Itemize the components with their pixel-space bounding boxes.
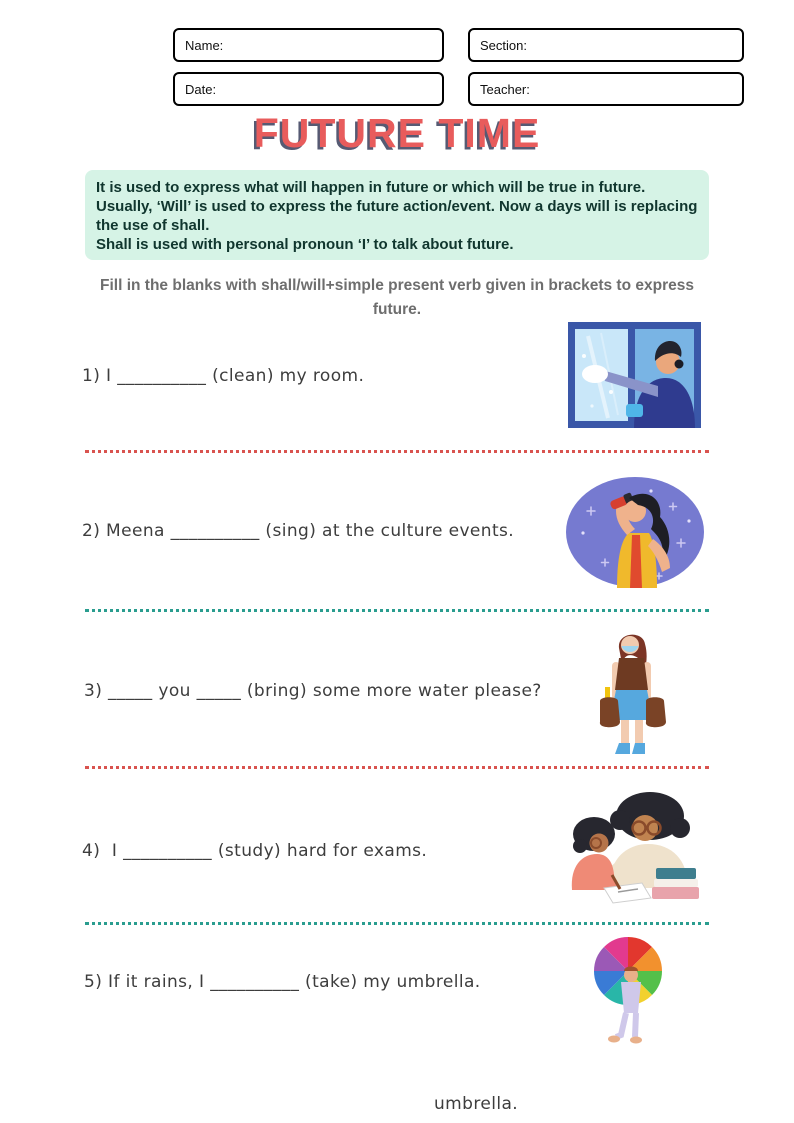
page-title: FUTURE TIME	[253, 110, 541, 156]
mother-child-studying-illustration	[550, 788, 700, 906]
rainbow-umbrella-illustration	[588, 933, 670, 1045]
question-6-overflow-text: umbrella.	[434, 1094, 519, 1114]
definition-paragraph-1: It is used to express what will happen in future or which will be true in future. Usually, ‘Will’ is used to express the future action/event. Now a days will is replacing the use of shall.	[96, 179, 698, 234]
woman-singing-illustration	[565, 477, 705, 588]
definition-paragraph-2: Shall is used with personal pronoun ‘I’ to talk about future.	[96, 236, 514, 253]
dotted-separator-1	[85, 450, 709, 453]
dotted-separator-4	[85, 922, 709, 925]
definition-box	[85, 170, 709, 260]
teacher-field-label: Teacher:	[480, 81, 530, 97]
dotted-separator-3	[85, 766, 709, 769]
section-field-label: Section:	[480, 37, 527, 53]
name-field[interactable]	[173, 28, 444, 62]
question-4-text: 4) I __________ (study) hard for exams.	[82, 841, 428, 861]
name-field-label: Name:	[185, 37, 224, 53]
exercise-instructions: Fill in the blanks with shall/will+simple present verb given in brackets to express future.	[100, 277, 694, 318]
question-3-text: 3) _____ you _____ (bring) some more water please?	[84, 681, 542, 701]
teacher-field[interactable]	[468, 72, 744, 106]
woman-with-bags-illustration	[593, 628, 671, 756]
date-field-label: Date:	[185, 81, 217, 97]
question-2-text: 2) Meena __________ (sing) at the culture events.	[82, 521, 515, 541]
man-cleaning-window-illustration	[568, 322, 701, 428]
dotted-separator-2	[85, 609, 709, 612]
section-field[interactable]	[468, 28, 744, 62]
question-1-text: 1) I __________ (clean) my room.	[82, 366, 365, 386]
date-field[interactable]	[173, 72, 444, 106]
question-5-text: 5) If it rains, I __________ (take) my umbrella.	[84, 972, 481, 992]
